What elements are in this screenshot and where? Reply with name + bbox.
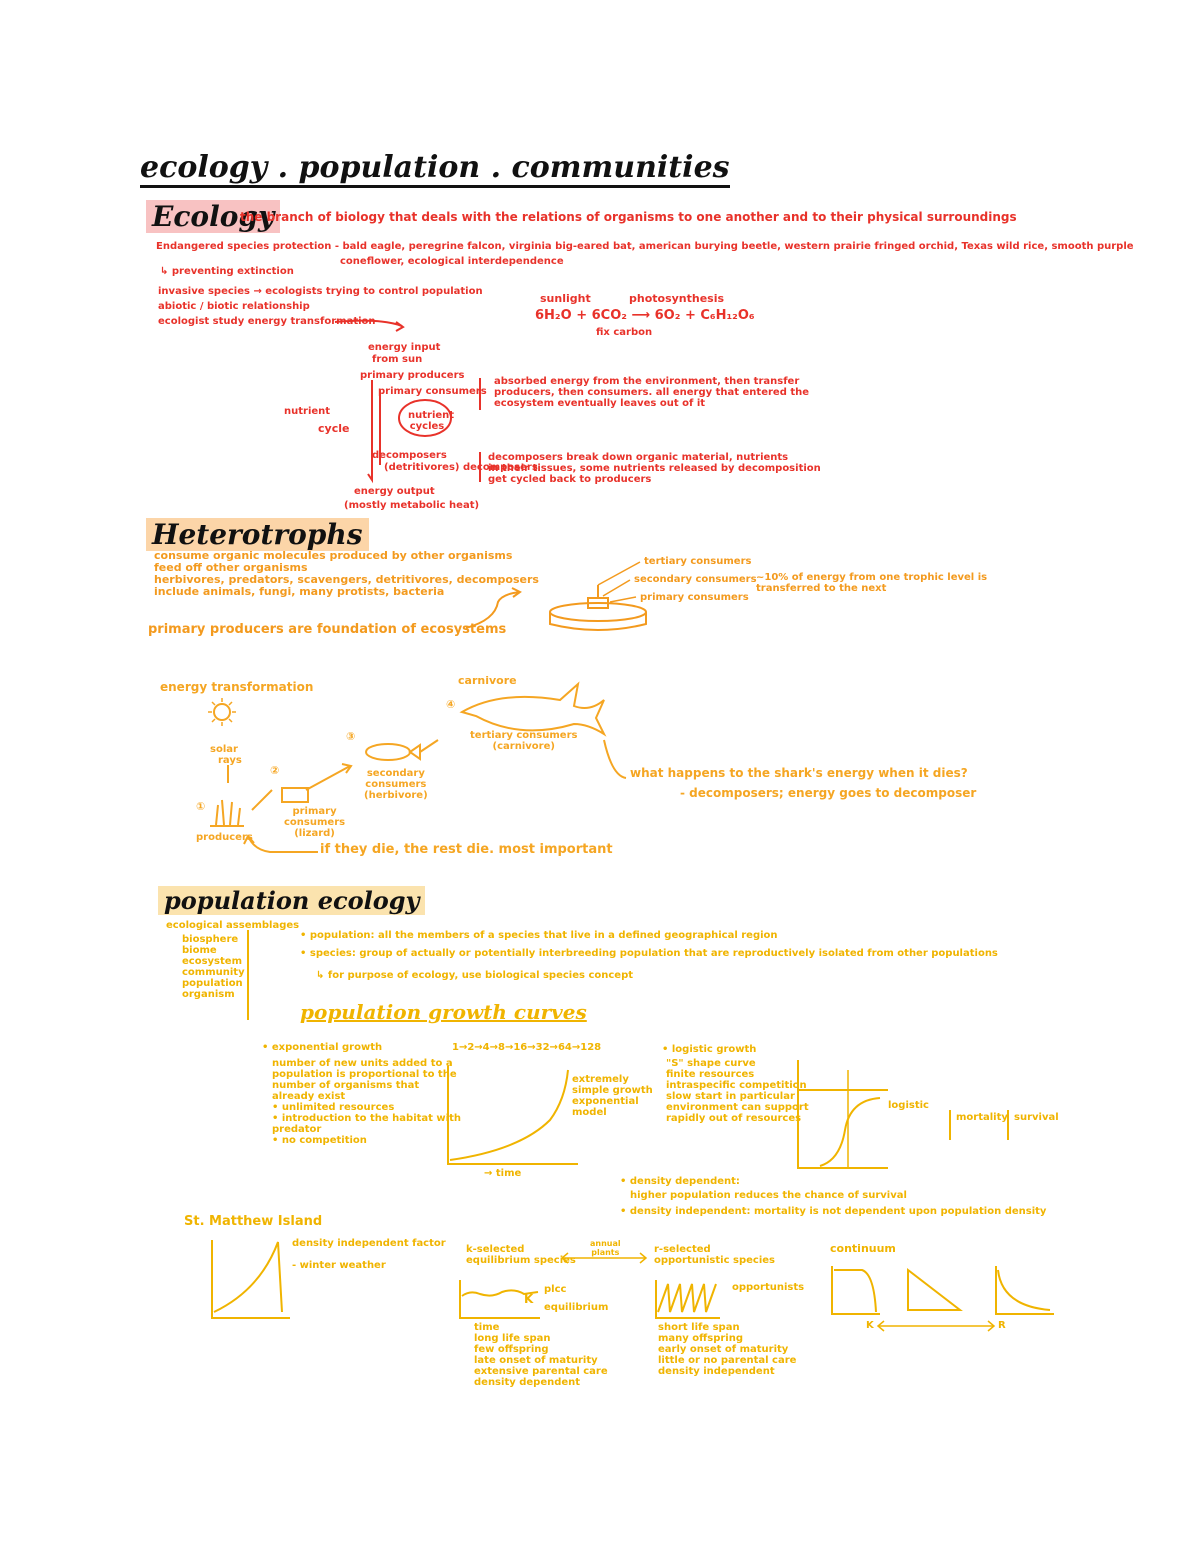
species-sub-text: for purpose of ecology, use biological species concept xyxy=(327,970,634,981)
detritus-label: (detritivores) decomposers xyxy=(384,462,538,473)
note-line-2: producers, then consumers. all energy that entered the xyxy=(494,387,810,398)
shark-answer: - decomposers; energy goes to decomposer xyxy=(680,786,977,800)
r-traits xyxy=(658,1322,796,1377)
rays-label: rays xyxy=(218,755,242,766)
nutrient-label: nutrient xyxy=(284,406,331,417)
exp-line: already exist xyxy=(272,1091,346,1102)
logistic-label: logistic xyxy=(888,1100,929,1111)
energy-output-label: energy output xyxy=(354,486,435,497)
equilibrium-label: equilibrium xyxy=(544,1302,609,1313)
exp-note-line: simple growth xyxy=(572,1085,653,1096)
primary-producers-label: primary producers xyxy=(360,370,465,381)
note-line-4: decomposers break down organic material, nutrients xyxy=(488,452,789,463)
het-line-1: consume organic molecules produced by other organisms xyxy=(154,549,513,562)
note-line-1: absorbed energy from the environment, then transfer xyxy=(494,376,800,387)
energy-transformation-heading: energy transformation xyxy=(160,680,314,694)
energy-input-label: energy input xyxy=(368,342,441,353)
ecologist-study-note: ecologist study energy transformation xyxy=(158,316,376,327)
k-trait: long life span xyxy=(474,1333,551,1344)
het-line-2: feed off other organisms xyxy=(154,561,308,575)
k-trait: late onset of maturity xyxy=(474,1355,598,1366)
k-letter: K xyxy=(524,1292,534,1306)
lizard-word: (lizard) xyxy=(294,828,335,839)
r-trait: short life span xyxy=(658,1322,740,1333)
k-trait: few offspring xyxy=(474,1344,549,1355)
exp-note-line: exponential xyxy=(572,1096,639,1107)
secondary-word: secondary xyxy=(366,768,425,779)
solar-label: solar xyxy=(210,744,238,755)
primary-word: primary xyxy=(292,806,337,817)
photo-sub: fix carbon xyxy=(596,327,653,338)
log-line: finite resources xyxy=(666,1069,755,1080)
st-matthew-note-2: - winter weather xyxy=(292,1260,386,1271)
exp-line: predator xyxy=(272,1124,322,1135)
endangered-line2: coneflower, ecological interdependence xyxy=(340,256,564,267)
exp-line: • no competition xyxy=(272,1135,367,1146)
endangered-line1: Endangered species protection - bald eagle, peregrine falcon, virginia big-eared bat, american burying beetle, western prairie fringed orchid, Texas wild rice, smooth purple xyxy=(156,241,1134,252)
pyramid-primary: primary consumers xyxy=(640,592,749,603)
r-trait: density independent xyxy=(658,1366,775,1377)
primary-consumers-label: primary consumers xyxy=(378,386,487,397)
producers-label: producers xyxy=(196,832,253,843)
r-selected-label xyxy=(654,1244,775,1266)
num-1: ① xyxy=(196,800,206,813)
log-line: "S" shape curve xyxy=(666,1058,756,1069)
exp-sequence: 1→2→4→8→16→32→64→128 xyxy=(452,1042,602,1053)
ten-percent-2: transferred to the next xyxy=(756,583,887,594)
k-trait: time xyxy=(474,1322,500,1333)
population-def: • population: all the members of a species that live in a defined geographical region xyxy=(300,930,778,941)
k-selected-label xyxy=(466,1244,576,1266)
foundation-note: primary producers are foundation of ecosystems xyxy=(148,622,507,637)
species-sub: ↳ for purpose of ecology, use biological species concept xyxy=(316,970,634,981)
k-sel-word: k-selected xyxy=(466,1244,525,1255)
hierarchy-item: population xyxy=(182,978,243,989)
exp-note xyxy=(572,1074,653,1118)
endangered-sub-text: preventing extinction xyxy=(171,266,294,277)
energy-output-sub: (mostly metabolic heat) xyxy=(344,500,480,511)
hierarchy-title: ecological assemblages xyxy=(166,920,300,931)
shark-question: what happens to the shark's energy when it dies? xyxy=(630,766,968,780)
r-trait: early onset of maturity xyxy=(658,1344,789,1355)
if-die-note: if they die, the rest die. most important xyxy=(320,842,613,857)
pyramid-secondary: secondary consumers xyxy=(634,574,757,585)
heterotrophs-heading: Heterotrophs xyxy=(146,518,369,551)
density-independent: • density independent: mortality is not dependent upon population density xyxy=(620,1206,1047,1217)
mortality-label: mortality xyxy=(956,1112,1008,1123)
k-sel2-word: equilibrium species xyxy=(466,1255,576,1266)
exp-note-line: model xyxy=(572,1107,607,1118)
log-lines xyxy=(666,1058,809,1124)
het-line-4: include animals, fungi, many protists, bacteria xyxy=(154,585,445,599)
r-sel2-word: opportunistic species xyxy=(654,1255,775,1266)
population-heading: population ecology xyxy=(158,886,425,915)
k-trait: density dependent xyxy=(474,1377,581,1388)
st-matthew-label: St. Matthew Island xyxy=(184,1214,323,1229)
exp-line: number of new units added to a xyxy=(272,1058,453,1069)
note-line-6: get cycled back to producers xyxy=(488,474,652,485)
density-dependent: • density dependent: xyxy=(620,1176,740,1187)
photo-equation: 6H₂O + 6CO₂ ⟶ 6O₂ + C₆H₁₂O₆ xyxy=(535,308,755,323)
k-traits xyxy=(474,1322,608,1388)
hierarchy-item: community xyxy=(182,967,245,978)
ten-percent-1: ~10% of energy from one trophic level is xyxy=(756,572,988,583)
continuum-r: R xyxy=(998,1320,1006,1331)
flat-label: plcc xyxy=(544,1284,567,1295)
exp-line: number of organisms that xyxy=(272,1080,420,1091)
r-trait: little or no parental care xyxy=(658,1355,797,1366)
species-def: • species: group of actually or potentially interbreeding population that are reproductively isolated from other populations xyxy=(300,948,998,959)
log-line: rapidly out of resources xyxy=(666,1113,802,1124)
hierarchy-item: biome xyxy=(182,945,217,956)
from-sun-label: from sun xyxy=(372,354,423,365)
ecology-definition: the branch of biology that deals with the relations of organisms to one another and to their physical surroundings xyxy=(240,210,1017,224)
num-2: ② xyxy=(270,764,280,777)
exp-note-line: extremely xyxy=(572,1074,629,1085)
annual-plants-label xyxy=(590,1240,621,1258)
log-line: slow start in particular xyxy=(666,1091,795,1102)
abiotic-note: abiotic / biotic relationship xyxy=(158,301,310,312)
exp-head: • exponential growth xyxy=(262,1042,383,1053)
pyramid-tertiary: tertiary consumers xyxy=(644,556,752,567)
hierarchy-item: ecosystem xyxy=(182,956,242,967)
consumers-word: consumers xyxy=(284,817,346,828)
invasive-note: invasive species → ecologists trying to control population xyxy=(158,286,483,297)
log-line: environment can support xyxy=(666,1102,809,1113)
r-sel-word: r-selected xyxy=(654,1244,711,1255)
page-title: ecology . population . communities xyxy=(140,150,730,188)
cycle-label: cycle xyxy=(318,422,350,435)
het-line-3: herbivores, predators, scavengers, detritivores, decomposers xyxy=(154,573,539,587)
annual-word: annual xyxy=(590,1239,621,1248)
carnivore2-word: (carnivore) xyxy=(492,741,555,752)
carnivore-label: carnivore xyxy=(458,674,517,687)
continuum-k: K xyxy=(866,1320,874,1331)
continuum-label: continuum xyxy=(830,1242,896,1255)
note-line-5: in their tissues, some nutrients released by decomposition xyxy=(488,463,821,474)
nutrient-cycle-label: nutrient cycles xyxy=(408,410,455,432)
density-dependent-sub: higher population reduces the chance of survival xyxy=(630,1190,907,1201)
hierarchy-item: biosphere xyxy=(182,934,239,945)
note-line-3: ecosystem eventually leaves out of it xyxy=(494,398,706,409)
log-head: • logistic growth xyxy=(662,1044,757,1055)
exp-time-label: → time xyxy=(484,1168,522,1179)
consumers2-word: consumers xyxy=(365,779,427,790)
survival-label: survival xyxy=(1014,1112,1059,1123)
hierarchy-item: organism xyxy=(182,989,235,1000)
exp-line: • unlimited resources xyxy=(272,1102,395,1113)
opportunists-label: opportunists xyxy=(732,1282,805,1293)
r-trait: many offspring xyxy=(658,1333,744,1344)
endangered-sub: ↳ preventing extinction xyxy=(160,266,294,277)
photo-labels: sunlight photosynthesis xyxy=(540,292,725,305)
ecology-heading: Ecology xyxy=(146,200,280,233)
log-line: intraspecific competition xyxy=(666,1080,807,1091)
num-4: ④ xyxy=(446,698,456,711)
st-matthew-note-1: density independent factor xyxy=(292,1238,446,1249)
k-trait: extensive parental care xyxy=(474,1366,608,1377)
growth-curves-heading: population growth curves xyxy=(300,1000,587,1024)
tertiary-word: tertiary consumers xyxy=(470,730,578,741)
exp-line: • introduction to the habitat with xyxy=(272,1113,461,1124)
plants-word: plants xyxy=(591,1247,620,1257)
num-3: ③ xyxy=(346,730,356,743)
exp-line: population is proportional to the xyxy=(272,1069,457,1080)
herbivore-word: (herbivore) xyxy=(364,790,428,801)
decomposers-label: decomposers xyxy=(372,450,447,461)
